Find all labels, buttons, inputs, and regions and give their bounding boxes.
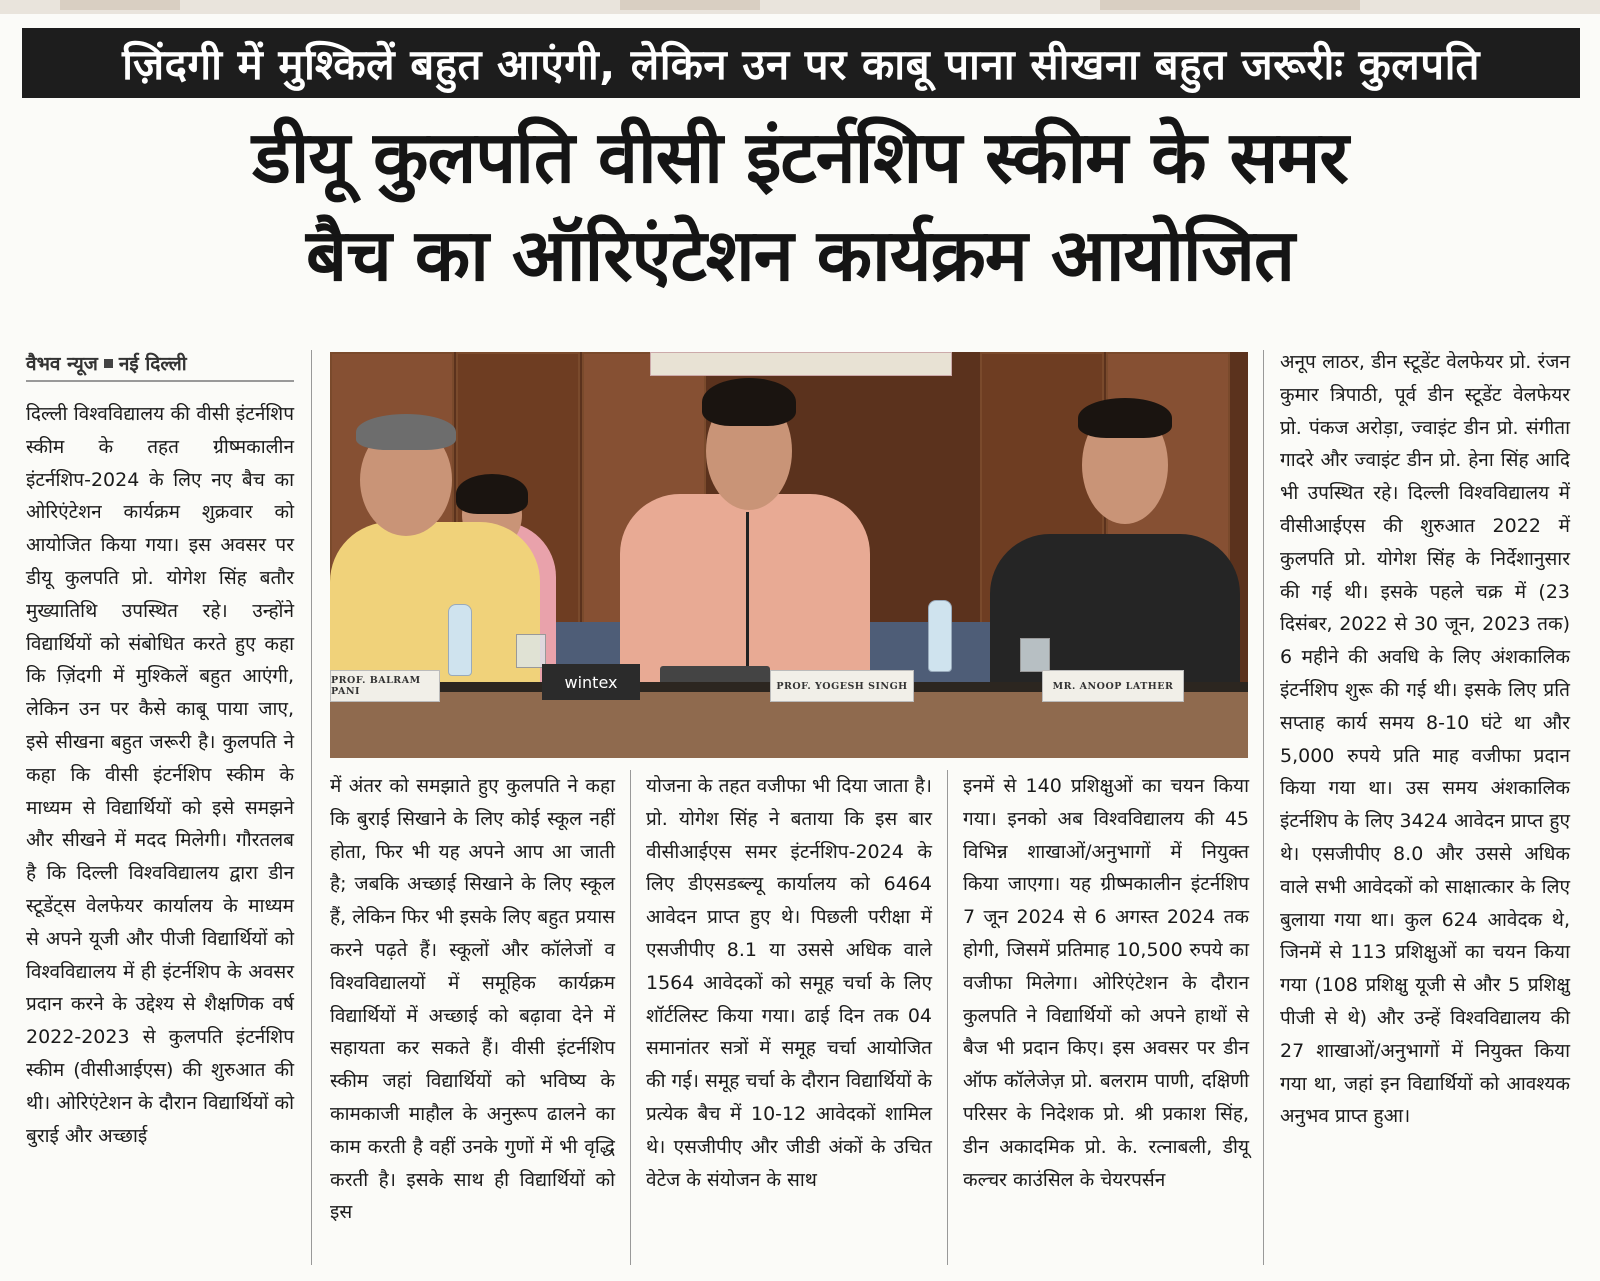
- article-column-1: [26, 398, 294, 1152]
- water-bottle-icon: [448, 604, 472, 676]
- byline-agency: वैभव न्यूज: [26, 353, 98, 375]
- column-5-text: अनूप लाठर, डीन स्टूडेंट वेलफेयर प्रो. रंजन कुमार त्रिपाठी, पूर्व डीन स्टूडेंट वेलफेयर प्रो. पंकज अरोड़ा, ज्वाइंट डीन प्रो. संगीता गादरे और ज्वाइंट डीन प्रो. हेना सिंह आदि भी उपस्थित रहे। दिल्ली विश्वविद्यालय में वीसीआईएस की शुरुआत 2022 में कुलपति प्रो. योगेश सिंह के निर्देशानुसार की गई थी। इसके पहले चक्र में (23 दिसंबर, 2022 से 30 जून, 2023 तक) 6 महीने की अवधि के लिए अंशकालिक इंटर्नशिप शुरू की गई थी। इसके लिए प्रति सप्ताह कार्य समय 8-10 घंटे था और 5,000 रुपये प्रति माह वजीफा प्रदान किया गया था। उस समय अंशकालिक इंटर्नशिप के लिए 3424 आवेदन प्राप्त हुए थे। एसजीपीए 8.0 और उससे अधिक वाले सभी आवेदकों को साक्षात्कार के लिए बुलाया गया था। कुल 624 आवेदक थे, जिनमें से 113 प्रशिक्षुओं का चयन किया गया (108 प्रशिक्षु यूजी से और 5 प्रशिक्षु पीजी से थे) और उन्हें विश्वविद्यालय की 27 शाखाओं/अनुभागों में नियुक्त किया गया था, जहां इन विद्यार्थियों को आवश्यक अनुभव प्राप्त हुआ।: [1280, 351, 1570, 1128]
- byline: [26, 350, 294, 382]
- water-bottle-icon: [928, 600, 952, 672]
- headline-line-2: बैच का ऑरिएंटेशन कार्यक्रम आयोजित: [306, 213, 1294, 297]
- column-divider: [311, 350, 312, 1265]
- column-2-text: में अंतर को समझाते हुए कुलपति ने कहा कि बुराई सिखाने के लिए कोई स्कूल नहीं होता, फिर भी यह अपने आप आ जाती है; जबकि अच्छाई सिखाने के लिए स्कूल हैं, लेकिन फिर भी इसके लिए बहुत प्रयास करने पढ़ते हैं। स्कूलों और कॉलेजों व विश्वविद्यालयों में समूहिक कार्यक्रम विद्यार्थियों में अच्छाई को बढ़ावा देने में सहायता कर सकते हैं। वीसी इंटर्नशिप स्कीम जहां विद्यार्थियों को भविष्य के कामकाजी माहौल के अनुरूप ढालने का काम करती है वहीं उनके गुणों में भी वृद्धि करती है। इसके साथ ही विद्यार्थियों को इस: [330, 775, 615, 1224]
- column-divider: [1263, 350, 1264, 1265]
- nameplate-right: MR. ANOOP LATHER: [1042, 670, 1184, 702]
- tissue-box-label: wintex: [542, 664, 640, 700]
- column-3-text: योजना के तहत वजीफा भी दिया जाता है। प्रो. योगेश सिंह ने बताया कि इस बार वीसीआईएस समर इंटर्नशिप-2024 के लिए डीएसडब्ल्यू कार्यालय को 6464 आवेदन प्राप्त हुए थे। पिछली परीक्षा में एसजीपीए 8.1 या उससे अधिक वाले 1564 आवेदकों को समूह चर्चा के लिए शॉर्टलिस्ट किया गया। ढाई दिन तक 04 समानांतर सत्रों में समूह चर्चा आयोजित की गई। समूह चर्चा के दौरान विद्यार्थियों के प्रत्येक बैच में 10-12 आवेदकों शामिल थे। एसजीपीए और जीडी अंकों के उचित वेटेज के संयोजन के साथ: [646, 775, 932, 1191]
- article-column-4: [963, 770, 1249, 1196]
- nameplate-left: PROF. BALRAM PANI: [330, 670, 440, 702]
- column-divider: [630, 770, 631, 1265]
- event-photo: [330, 352, 1248, 758]
- main-headline: [30, 108, 1570, 304]
- square-bullet-icon: [104, 359, 113, 368]
- column-1-text: दिल्ली विश्वविद्यालय की वीसी इंटर्नशिप स्कीम के तहत ग्रीष्मकालीन इंटर्नशिप-2024 के लिए नए बैच का ओरिएंटेशन कार्यक्रम शुक्रवार को आयोजित किया गया। इस अवसर पर डीयू कुलपति प्रो. योगेश सिंह बतौर मुख्यातिथि उपस्थित रहे। उन्होंने विद्यार्थियों को संबोधित करते हुए कहा कि ज़िंदगी में मुश्किलें बहुत आएंगी, लेकिन उन पर कैसे काबू पाया जाए, इसे सीखना बहुत जरूरी है। कुलपति ने कहा कि वीसी इंटर्नशिप स्कीम के माध्यम से विद्यार्थियों को इसे समझने और सीखने में मदद मिलेगी। गौरतलब है कि दिल्ली विश्वविद्यालय द्वारा डीन स्टूडेंट्स वेलफेयर कार्यालय के माध्यम से अपने यूजी और पीजी विद्यार्थियों को विश्वविद्यालय में ही इंटर्नशिप के अवसर प्रदान करने के उद्देश्य से शैक्षणिक वर्ष 2022-2023 से कुलपति इंटर्नशिप स्कीम (वीसीआईएस) की शुरुआत की थी। ओरिएंटेशन के दौरान विद्यार्थियों को बुराई और अच्छाई: [26, 403, 294, 1147]
- microphone-icon: [746, 512, 749, 677]
- page-top-strip: [0, 0, 1600, 14]
- byline-place: नई दिल्ली: [118, 353, 187, 375]
- column-divider: [947, 770, 948, 1265]
- article-column-5: [1280, 346, 1570, 1133]
- article-column-2: [330, 770, 615, 1229]
- kicker-headline: ज़िंदगी में मुश्किलें बहुत आएंगी, लेकिन उन पर काबू पाना सीखना बहुत जरूरीः कुलपति: [22, 28, 1580, 98]
- headline-line-1: डीयू कुलपति वीसी इंटर्नशिप स्कीम के समर: [252, 115, 1348, 199]
- article-column-3: [646, 770, 932, 1196]
- column-4-text: इनमें से 140 प्रशिक्षुओं का चयन किया गया। इनको अब विश्वविद्यालय की 45 विभिन्न शाखाओं/अनुभागों में नियुक्त किया जाएगा। यह ग्रीष्मकालीन इंटर्नशिप 7 जून 2024 से 6 अगस्त 2024 तक होगी, जिसमें प्रतिमाह 10,500 रुपये का वजीफा मिलेगा। ओरिएंटेशन के दौरान कुलपति ने विद्यार्थियों को अपने हाथों से बैज भी प्रदान किए। इस अवसर पर डीन ऑफ कॉलेजेज़ प्रो. बलराम पाणी, दक्षिणी परिसर के निदेशक प्रो. श्री प्रकाश सिंह, डीन अकादमिक प्रो. के. रत्नाबली, डीयू कल्चर काउंसिल के चेयरपर्सन: [963, 775, 1249, 1191]
- nameplate-center: PROF. YOGESH SINGH: [770, 670, 914, 702]
